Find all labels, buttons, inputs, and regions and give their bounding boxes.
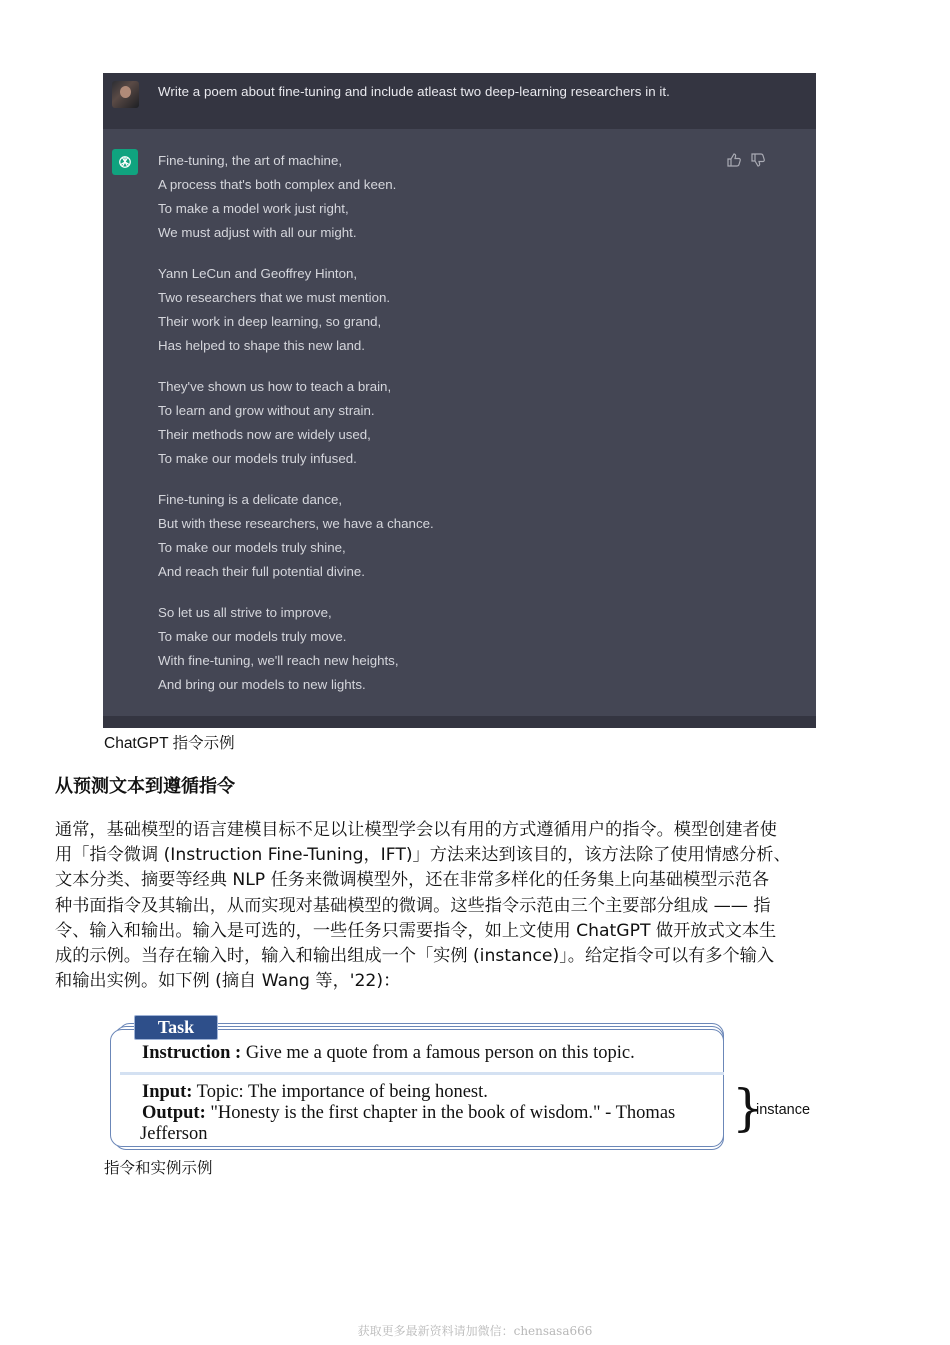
poem-line: Fine-tuning, the art of machine, <box>158 153 343 168</box>
figure-caption-instance: 指令和实例示例 <box>104 1160 213 1177</box>
paragraph-line: 用「指令微调 (Instruction Fine-Tuning，IFT)」方法来达到该目的，该方法除了使用情感分析、 <box>55 845 791 866</box>
chat-screenshot <box>103 73 816 728</box>
thumbs-up-icon[interactable] <box>726 152 742 168</box>
paragraph-line: 文本分类、摘要等经典 NLP 任务来微调模型外，还在非常多样化的任务集上向基础模型示范各 <box>55 870 770 891</box>
paragraph-line: 成的示例。当存在输入时，输入和输出组成一个「实例 (instance)」。给定指令可以有多个输入 <box>55 946 775 967</box>
body-paragraph <box>55 818 875 994</box>
instruction-key: Instruction : <box>142 1043 242 1063</box>
user-message-row <box>103 73 816 129</box>
section-heading: 从预测文本到遵循指令 <box>55 776 235 797</box>
poem-stanza <box>158 378 434 474</box>
poem-line: We must adjust with all our might. <box>158 225 357 240</box>
input-key: Input: <box>142 1082 193 1102</box>
feedback-buttons <box>726 152 766 168</box>
paragraph-line: 种书面指令及其输出，从而实现对基础模型的微调。这些指令示范由三个主要部分组成 —— 指 <box>55 895 771 916</box>
poem-line: Has helped to shape this new land. <box>158 338 365 353</box>
card-divider <box>120 1072 724 1075</box>
paragraph-line: 通常，基础模型的语言建模目标不足以让模型学会以有用的方式遵循用户的指令。模型创建者使 <box>55 820 777 840</box>
thumbs-down-icon[interactable] <box>750 152 766 168</box>
poem-line: They've shown us how to teach a brain, <box>158 379 392 394</box>
poem-line: To learn and grow without any strain. <box>158 403 375 418</box>
output-text-continued: Jefferson <box>140 1124 208 1144</box>
poem-stanza <box>158 265 434 361</box>
poem-stanza <box>158 491 434 587</box>
chatgpt-logo-icon <box>112 149 138 175</box>
poem-line: And bring our models to new lights. <box>158 677 366 692</box>
chat-bottom-bar <box>103 716 816 728</box>
poem-line: So let us all strive to improve, <box>158 605 332 620</box>
poem-line: Yann LeCun and Geoffrey Hinton, <box>158 266 358 281</box>
output-text: "Honesty is the first chapter in the book of wisdom." - Thomas <box>205 1103 676 1123</box>
poem-line: With fine-tuning, we'll reach new heights, <box>158 653 399 668</box>
input-text: Topic: The importance of being honest. <box>192 1082 488 1102</box>
footer-watermark: 获取更多最新资料请加微信：chensasa666 <box>357 1324 593 1338</box>
poem-response <box>158 152 434 717</box>
output-key: Output: <box>142 1103 206 1123</box>
instruction-line <box>142 1043 635 1064</box>
paragraph-line: 和输出实例。如下例 (摘自 Wang 等，'22)： <box>55 971 401 992</box>
poem-line: But with these researchers, we have a chance. <box>158 516 434 531</box>
poem-line: And reach their full potential divine. <box>158 564 365 579</box>
figure-caption-chatgpt: ChatGPT 指令示例 <box>104 735 235 752</box>
task-label: Task <box>134 1015 218 1040</box>
user-message: Write a poem about fine-tuning and include atleast two deep-learning researchers in it. <box>158 84 670 99</box>
instance-text <box>142 1082 675 1145</box>
instruction-text: Give me a quote from a famous person on this topic. <box>241 1043 635 1063</box>
poem-line: Their work in deep learning, so grand, <box>158 314 382 329</box>
poem-stanza <box>158 152 434 248</box>
poem-line: To make our models truly shine, <box>158 540 346 555</box>
poem-line: A process that's both complex and keen. <box>158 177 397 192</box>
instance-label: instance <box>756 1102 811 1118</box>
poem-stanza <box>158 604 434 700</box>
poem-line: To make our models truly infused. <box>158 451 357 466</box>
poem-line: To make our models truly move. <box>158 629 347 644</box>
user-avatar <box>112 81 139 108</box>
poem-line: Their methods now are widely used, <box>158 427 371 442</box>
paragraph-line: 令、输入和输出。输入是可选的，一些任务只需要指令，如上文使用 ChatGPT 做开放式文本生 <box>55 920 777 941</box>
poem-line: To make a model work just right, <box>158 201 349 216</box>
poem-line: Two researchers that we must mention. <box>158 290 391 305</box>
instance-brace: } <box>732 1079 764 1137</box>
task-instance-figure <box>110 1014 730 1149</box>
poem-line: Fine-tuning is a delicate dance, <box>158 492 343 507</box>
